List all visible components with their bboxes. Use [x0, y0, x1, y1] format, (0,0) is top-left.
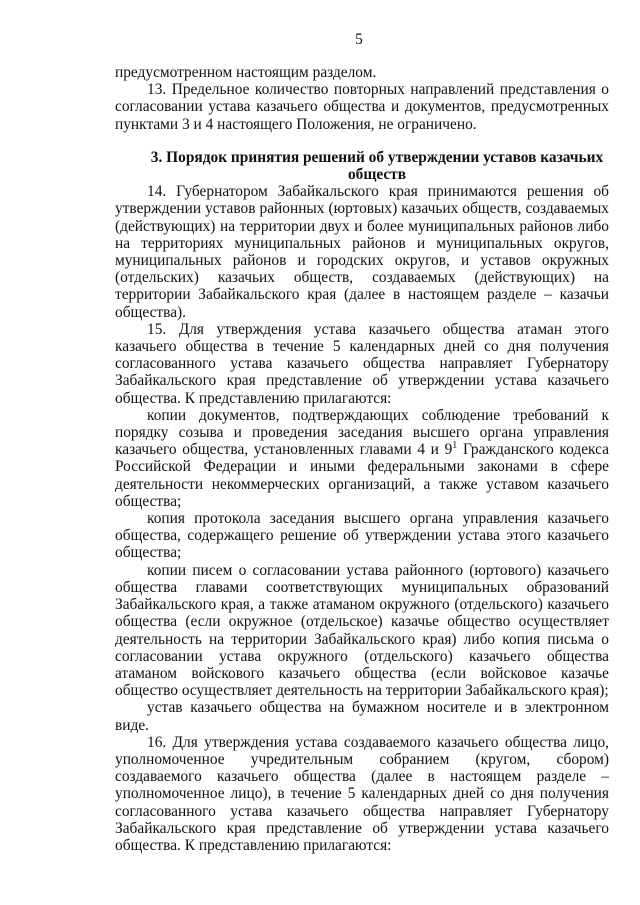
paragraph-15-item-letters: копии писем о согласовании устава районного (юртового) казачьего общества главами соответствующих муниципальных образований Забайкальского края, а также атаманом окружного (отдельского) казачьего общества (если окружное (отдельское) казачье общество осуществляет деятельность на территории Забайкальского края) либо копия письма о согласовании устава окружного (отдельского) казачьего общества атаманом войскового казачьего общества (если войсковое казачье общество осуществляет деятельность на территории Забайкальского края);	[115, 561, 609, 700]
paragraph-13: 13. Предельное количество повторных направлений представления о согласовании устава казачьего общества и документов, предусмотренных пунктами 3 и 4 настоящего Положения, не ограничено.	[115, 81, 609, 133]
item-text-continued: Гражданского кодекса Российской Федерации и иными федеральными законами в сфере деятельности некоммерческих организаций, а также уставом казачьего общества;	[115, 441, 609, 510]
paragraph-15-item-documents	[115, 407, 609, 510]
paragraph-14: 14. Губернатором Забайкальского края принимаются решения об утверждении уставов районных (юртовых) казачьих обществ, создаваемых (действующих) на территории двух и более муниципальных районов либо на территориях муниципальных районов и муниципальных округов, муниципальных районов и городских округов, и уставов окружных (отдельских) казачьих обществ, создаваемых (действующих) на территории Забайкальского края (далее в настоящем разделе – казачьи общества).	[115, 183, 609, 321]
paragraph-15: 15. Для утверждения устава казачьего общества атаман этого казачьего общества в течение 5 календарных дней со дня получения согласованного устава казачьего общества направляет Губернатору Забайкальского края представление об утверждении устава казачьего общества. К представлению прилагаются:	[115, 320, 609, 407]
item-text: копии документов, подтверждающих соблюдение требований к порядку созыва и проведения заседания высшего органа управления казачьего общества, установленных главами 4 и 9	[115, 406, 609, 459]
document-body	[115, 64, 609, 854]
paragraph-15-item-charter: устав казачьего общества на бумажном носителе и в электронном виде.	[115, 699, 609, 734]
paragraph-15-item-protocol: копия протокола заседания высшего органа управления казачьего общества, содержащего решение об утверждении устава этого казачьего общества;	[115, 510, 609, 562]
section-gap	[115, 133, 609, 149]
paragraph-continuation: предусмотренном настоящим разделом.	[115, 64, 377, 81]
page-number: 5	[355, 31, 363, 48]
paragraph-16: 16. Для утверждения устава создаваемого казачьего общества лицо, уполномоченное учредительным собранием (кругом, сбором) создаваемого казачьего общества (далее в настоящем разделе – уполномоченное лицо), в течение 5 календарных дней со дня получения согласованного устава казачьего общества направляет Губернатору Забайкальского края представление об утверждении устава казачьего общества. К представлению прилагаются:	[115, 733, 609, 854]
section-heading: 3. Порядок принятия решений об утверждении уставов казачьих обществ	[150, 148, 604, 184]
superscript: 1	[452, 440, 458, 452]
